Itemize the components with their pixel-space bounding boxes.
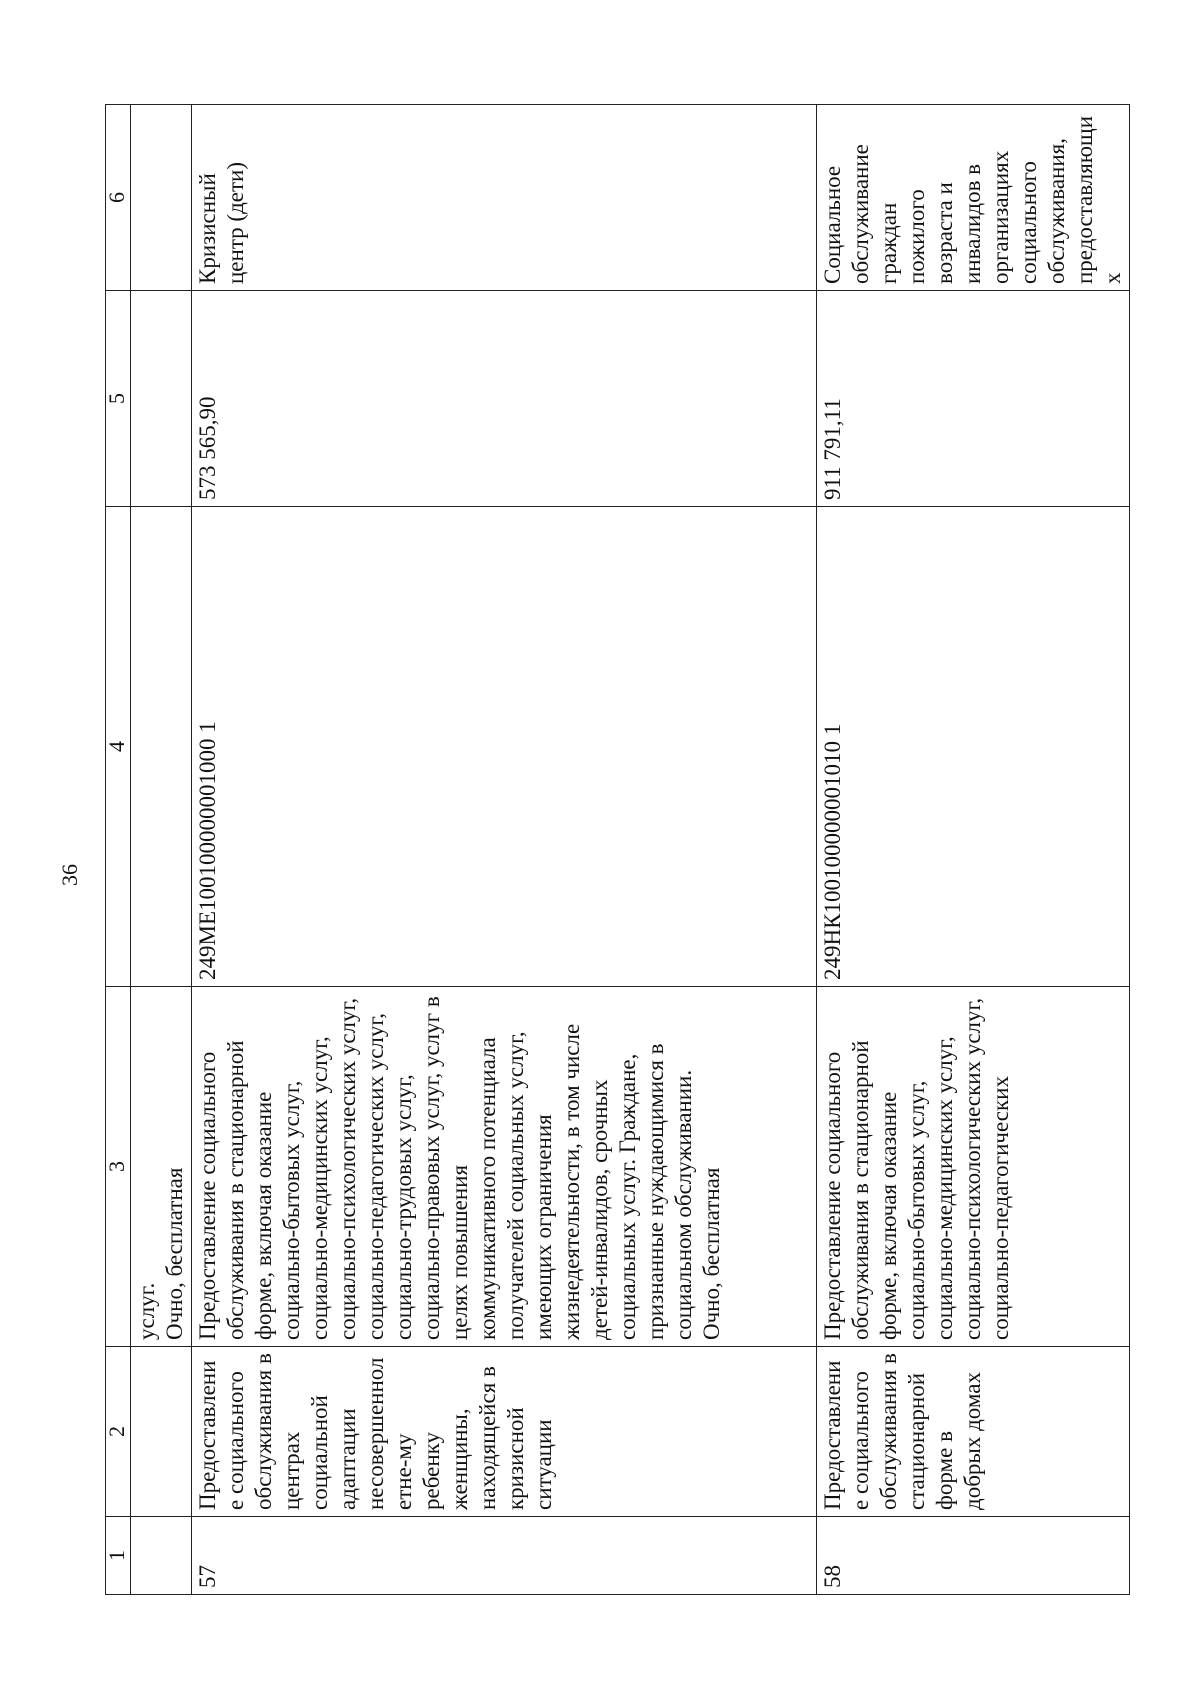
cont-cell-1: [131, 1517, 192, 1595]
service-name: Предоставление социального обслуживания в центрах социальной адаптации несовершеннолетне-му ребенку женщины, находящейся в кризисной ситуации: [192, 1347, 817, 1517]
service-description: Предоставление социального обслуживания в стационарной форме, включая оказание социально-бытовых услуг, социально-медицинских услуг, социально-психологических услуг, социально-педагогических услуг, социально-трудовых услуг, социально-правовых услуг, услуг в целях повышения коммуникативного потенциала получателей социальных услуг, имеющих ограничения жизнедеятельности, в том числе детей-инвалидов, срочных социальных услуг. Граждане, признанные нуждающимися в социальном обслуживании. Очно, бесплатная: [192, 987, 817, 1347]
row-number: 57: [192, 1517, 817, 1595]
service-code: 249НК100100000001010 1: [817, 507, 1130, 987]
service-category: Кризисный центр (дети): [192, 105, 817, 291]
service-description: Предоставление социального обслуживания в стационарной форме, включая оказание социально-бытовых услуг, социально-медицинских услуг, социально-психологических услуг, социально-педагогических: [817, 987, 1130, 1347]
header-col-5: 5: [106, 291, 131, 507]
header-col-1: 1: [106, 1517, 131, 1595]
cont-cell-4: [131, 507, 192, 987]
service-name: Предоставление социального обслуживания в стационарной форме в добрых домах: [817, 1347, 1130, 1517]
cont-cell-6: [131, 105, 192, 291]
table-row: [817, 105, 1130, 1595]
continuation-row: [131, 105, 192, 1595]
row-number: 58: [817, 1517, 1130, 1595]
page-number: 36: [57, 864, 82, 886]
services-table: [105, 104, 1130, 1595]
cont-cell-2: [131, 1347, 192, 1517]
cont-cell-description: услуг. Очно, бесплатная: [131, 987, 192, 1347]
header-col-2: 2: [106, 1347, 131, 1517]
service-code: 249МЕ100100000001000 1: [192, 507, 817, 987]
header-col-4: 4: [106, 507, 131, 987]
service-amount: 911 791,11: [817, 291, 1130, 507]
table-row: [192, 105, 817, 1595]
cont-cell-5: [131, 291, 192, 507]
header-col-3: 3: [106, 987, 131, 1347]
rotated-table-container: [104, 105, 1125, 1595]
header-col-6: 6: [106, 105, 131, 291]
service-amount: 573 565,90: [192, 291, 817, 507]
header-row: [106, 105, 131, 1595]
service-category: Социальное обслуживание граждан пожилого возраста и инвалидов в организациях социального обслуживания, предоставляющих: [817, 105, 1130, 291]
